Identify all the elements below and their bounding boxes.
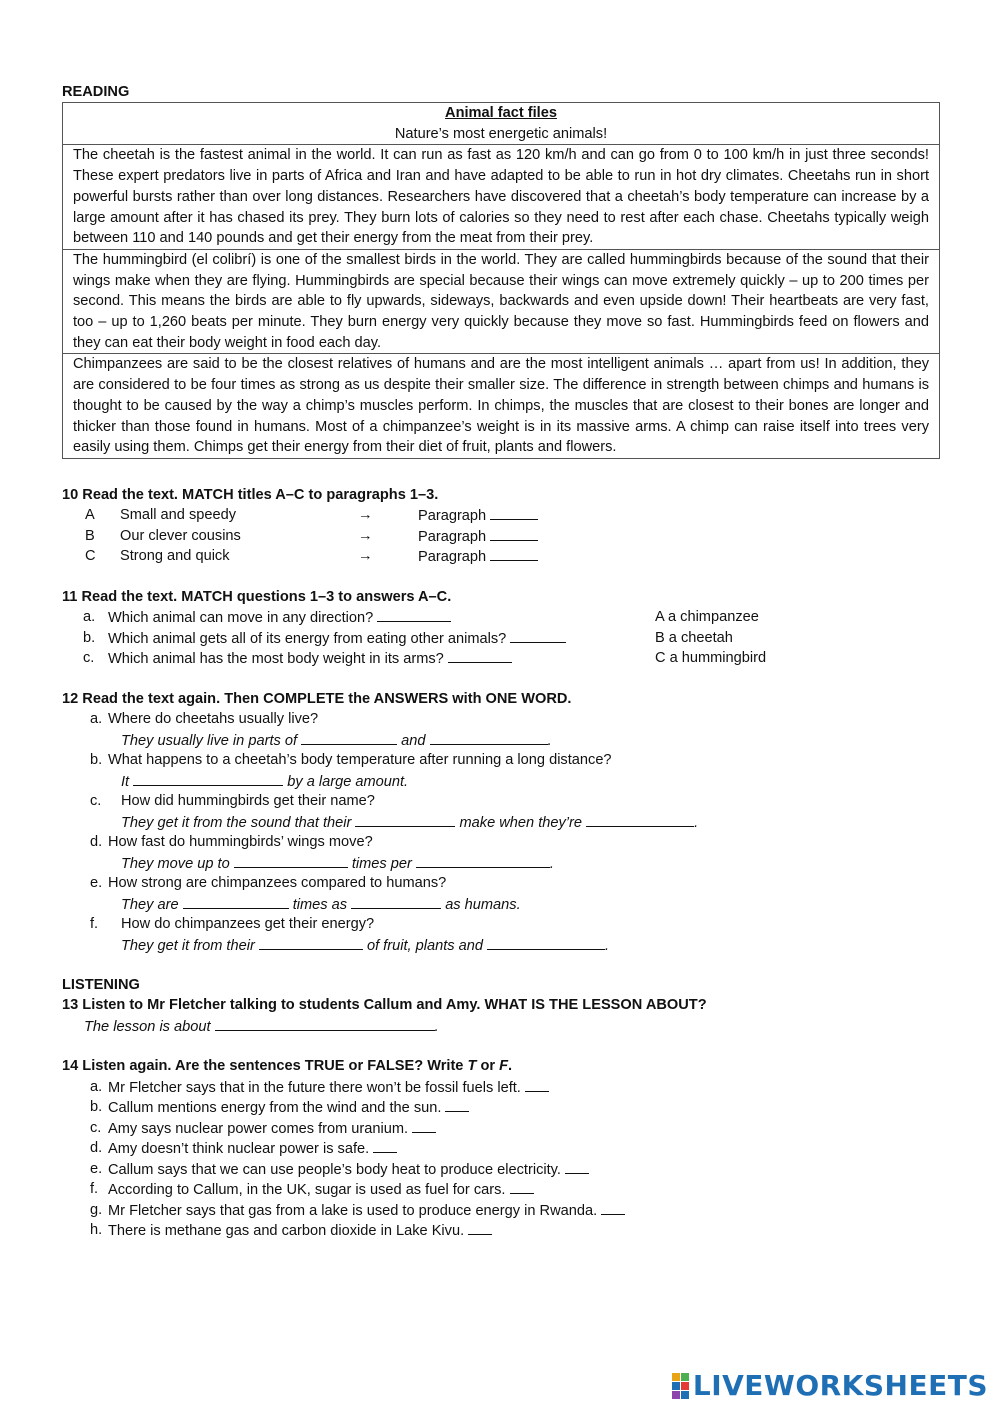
worksheet bbox=[62, 82, 940, 1241]
arrow-right-icon: → bbox=[358, 507, 373, 524]
q12-question: How do chimpanzees get their energy? bbox=[121, 916, 375, 933]
q11-question: Which animal can move in any direction? bbox=[108, 607, 451, 629]
q12-answer: They move up to times per . bbox=[121, 853, 554, 875]
q14-letter: a. bbox=[90, 1078, 103, 1095]
q12-blank[interactable] bbox=[487, 935, 605, 950]
q12-blank[interactable] bbox=[133, 771, 283, 786]
reading-heading: READING bbox=[62, 84, 130, 100]
q12-blank[interactable] bbox=[234, 853, 348, 868]
q10-letter: C bbox=[85, 548, 96, 565]
logo-square bbox=[672, 1382, 680, 1390]
q12-question: How strong are chimpanzees compared to humans? bbox=[108, 875, 447, 892]
liveworksheets-logo-icon bbox=[672, 1373, 689, 1399]
q14-blank[interactable] bbox=[601, 1200, 625, 1215]
q14-statement: Amy doesn’t think nuclear power is safe. bbox=[108, 1138, 397, 1160]
q14-statement: Amy says nuclear power comes from uranium. bbox=[108, 1118, 436, 1140]
q12-blank[interactable] bbox=[259, 935, 363, 950]
q14-item bbox=[62, 1118, 940, 1139]
q12-blank[interactable] bbox=[355, 812, 455, 827]
q12-answer-row bbox=[62, 730, 940, 751]
q12-letter: b. bbox=[90, 752, 103, 769]
q11-item bbox=[62, 628, 940, 649]
logo-square bbox=[681, 1373, 689, 1381]
q12-blank[interactable] bbox=[183, 894, 289, 909]
q11-item bbox=[62, 607, 940, 628]
q12-blank[interactable] bbox=[301, 730, 397, 745]
q12-question: What happens to a cheetah’s body temperature after running a long distance? bbox=[108, 752, 612, 769]
q10-title: Small and speedy bbox=[120, 507, 237, 524]
q11-blank[interactable] bbox=[448, 648, 512, 663]
q11-question: Which animal has the most body weight in its arms? bbox=[108, 648, 512, 670]
q12-question-row bbox=[62, 914, 940, 935]
q12-letter: e. bbox=[90, 875, 103, 892]
q14-letter: e. bbox=[90, 1160, 103, 1177]
q14-letter: d. bbox=[90, 1140, 103, 1157]
q11-item bbox=[62, 648, 940, 669]
q10-title: Strong and quick bbox=[120, 548, 230, 565]
q14-blank[interactable] bbox=[445, 1097, 469, 1112]
q14-blank[interactable] bbox=[510, 1179, 534, 1194]
q14-item bbox=[62, 1179, 940, 1200]
listening-heading: LISTENING bbox=[62, 977, 140, 994]
q14-statement: There is methane gas and carbon dioxide in Lake Kivu. bbox=[108, 1220, 492, 1242]
q13-heading: 13 Listen to Mr Fletcher talking to students Callum and Amy. WHAT IS THE LESSON ABOUT? bbox=[62, 997, 707, 1014]
q12-question-row bbox=[62, 832, 940, 853]
q14-heading: 14 Listen again. Are the sentences TRUE or FALSE? Write T or F. bbox=[62, 1058, 513, 1075]
q14-item bbox=[62, 1097, 940, 1118]
q10-blank[interactable] bbox=[490, 526, 538, 541]
q12-heading: 12 Read the text again. Then COMPLETE the ANSWERS with ONE WORD. bbox=[62, 690, 572, 707]
logo-square bbox=[681, 1382, 689, 1390]
q11-letter: b. bbox=[83, 629, 96, 646]
q12-question: Where do cheetahs usually live? bbox=[108, 711, 319, 728]
q14-item bbox=[62, 1159, 940, 1180]
q11-blank[interactable] bbox=[377, 607, 451, 622]
q10-item bbox=[62, 505, 940, 526]
q10-blank[interactable] bbox=[490, 505, 538, 520]
arrow-right-icon: → bbox=[358, 527, 373, 544]
q12-blank[interactable] bbox=[416, 853, 550, 868]
q14-blank[interactable] bbox=[412, 1118, 436, 1133]
q14-item bbox=[62, 1200, 940, 1221]
q13-blank[interactable] bbox=[215, 1016, 435, 1031]
q13-answer: The lesson is about . bbox=[84, 1016, 439, 1038]
fact-table-title: Animal fact files bbox=[445, 105, 557, 121]
q10-answer: Paragraph bbox=[418, 505, 538, 527]
q10-heading: 10 Read the text. MATCH titles A–C to paragraphs 1–3. bbox=[62, 486, 439, 503]
logo-square bbox=[672, 1373, 680, 1381]
fact-table-subtitle: Nature’s most energetic animals! bbox=[394, 125, 608, 142]
q11-letter: a. bbox=[83, 609, 96, 626]
q11-list bbox=[62, 607, 940, 669]
q14-letter: b. bbox=[90, 1099, 103, 1116]
fact-table-title-cell bbox=[63, 103, 940, 145]
q12-letter: f. bbox=[90, 916, 99, 933]
q14-statement: Mr Fletcher says that gas from a lake is used to produce energy in Rwanda. bbox=[108, 1200, 625, 1222]
q14-item bbox=[62, 1220, 940, 1241]
q12-question: How fast do hummingbirds’ wings move? bbox=[108, 834, 373, 851]
q12-question: How did hummingbirds get their name? bbox=[121, 793, 375, 810]
q14-list bbox=[62, 1077, 940, 1241]
q12-answer: They get it from the sound that their make when they’re . bbox=[121, 812, 698, 834]
q11-blank[interactable] bbox=[510, 628, 566, 643]
q10-title: Our clever cousins bbox=[120, 527, 241, 544]
paragraph-cheetah: The cheetah is the fastest animal in the world. It can run as fast as 120 km/h and can go from 0 to 100 km/h in just three seconds! These expert predators live in parts of Africa and Iran and have adapted to be able to run in hot dry climates. Cheetahs run in short powerful bursts rather than over long distances. Researchers have discovered that a cheetah’s body temperature can increase by a large amount after it has chased its prey. They burn lots of calories so they need to rest after each chase. Cheetahs typically weigh between 110 and 140 pounds and get their energy from the meat from their prey. bbox=[63, 145, 940, 250]
liveworksheets-logo[interactable] bbox=[672, 1369, 988, 1402]
q11-question: Which animal gets all of its energy from eating other animals? bbox=[108, 628, 566, 650]
arrow-right-icon: → bbox=[358, 548, 373, 565]
q14-blank[interactable] bbox=[525, 1077, 549, 1092]
q10-answer: Paragraph bbox=[418, 526, 538, 548]
q10-item bbox=[62, 546, 940, 567]
q11-option: C a hummingbird bbox=[655, 650, 767, 667]
q12-blank[interactable] bbox=[430, 730, 548, 745]
logo-square bbox=[672, 1391, 680, 1399]
q11-option: A a chimpanzee bbox=[655, 609, 759, 626]
q14-statement: According to Callum, in the UK, sugar is used as fuel for cars. bbox=[108, 1179, 534, 1201]
q12-letter: d. bbox=[90, 834, 103, 851]
q14-letter: c. bbox=[90, 1119, 102, 1136]
q12-question-row bbox=[62, 791, 940, 812]
q14-letter: f. bbox=[90, 1181, 99, 1198]
q12-blank[interactable] bbox=[586, 812, 694, 827]
paragraph-chimpanzee: Chimpanzees are said to be the closest relatives of humans and are the most intelligent animals … apart from us! In addition, they are considered to be four times as strong as us despite their smaller size. The difference in strength between chimps and humans is thought to be caused by the way a chimp’s muscles perform. In chimps, the muscles that are closest to their bones are longer and thicker than those found in humans. Most of a chimpanzee’s weight is in its massive arms. A chimp can raise itself into trees very easily using them. Chimps get their energy from their diet of fruit, plants and flowers. bbox=[63, 354, 940, 459]
q12-answer: They are times as as humans. bbox=[121, 894, 521, 916]
q14-blank[interactable] bbox=[373, 1138, 397, 1153]
q12-question-row bbox=[62, 873, 940, 894]
q12-answer-row bbox=[62, 853, 940, 874]
q12-question-row bbox=[62, 709, 940, 730]
q12-letter: a. bbox=[90, 711, 103, 728]
q12-answer-row bbox=[62, 894, 940, 915]
q11-option: B a cheetah bbox=[655, 629, 733, 646]
q14-item bbox=[62, 1077, 940, 1098]
q14-statement: Callum mentions energy from the wind and the sun. bbox=[108, 1097, 469, 1119]
q12-blank[interactable] bbox=[351, 894, 441, 909]
q12-answer-row bbox=[62, 771, 940, 792]
q12-answer: They get it from their of fruit, plants and . bbox=[121, 935, 609, 957]
q14-statement: Mr Fletcher says that in the future there won’t be fossil fuels left. bbox=[108, 1077, 549, 1099]
q10-blank[interactable] bbox=[490, 546, 538, 561]
q12-answer: It by a large amount. bbox=[121, 771, 408, 793]
q14-letter: h. bbox=[90, 1222, 103, 1239]
q13-answer-row bbox=[62, 1016, 940, 1037]
q11-heading: 11 Read the text. MATCH questions 1–3 to answers A–C. bbox=[62, 588, 452, 605]
q12-answer: They usually live in parts of and . bbox=[121, 730, 552, 752]
q14-blank[interactable] bbox=[468, 1220, 492, 1235]
q12-letter: c. bbox=[90, 793, 102, 810]
q14-letter: g. bbox=[90, 1201, 103, 1218]
q14-item bbox=[62, 1138, 940, 1159]
q11-letter: c. bbox=[83, 650, 95, 667]
q14-blank[interactable] bbox=[565, 1159, 589, 1174]
logo-square bbox=[681, 1391, 689, 1399]
q10-list bbox=[62, 505, 940, 567]
logo-text: LIVEWORKSHEETS bbox=[692, 1369, 988, 1402]
q12-answer-row bbox=[62, 935, 940, 956]
q10-letter: B bbox=[85, 527, 95, 544]
q14-statement: Callum says that we can use people’s body heat to produce electricity. bbox=[108, 1159, 589, 1181]
q10-item bbox=[62, 526, 940, 547]
q12-list bbox=[62, 709, 940, 955]
q10-answer: Paragraph bbox=[418, 546, 538, 568]
q10-letter: A bbox=[85, 507, 95, 524]
animal-fact-table bbox=[62, 102, 940, 459]
q12-question-row bbox=[62, 750, 940, 771]
paragraph-hummingbird: The hummingbird (el colibrí) is one of the smallest birds in the world. They are called hummingbirds because of the sound that their wings make when they are flying. Hummingbirds are special because their wings can move extremely quickly – up to 200 times per second. This means the birds are able to fly upwards, sideways, backwards and even upside down! Their heartbeats are very fast, too – up to 1,260 beats per minute. They burn energy very quickly because they move so fast. Hummingbirds feed on flowers and they can eat their body weight in food each day. bbox=[63, 249, 940, 354]
q12-answer-row bbox=[62, 812, 940, 833]
